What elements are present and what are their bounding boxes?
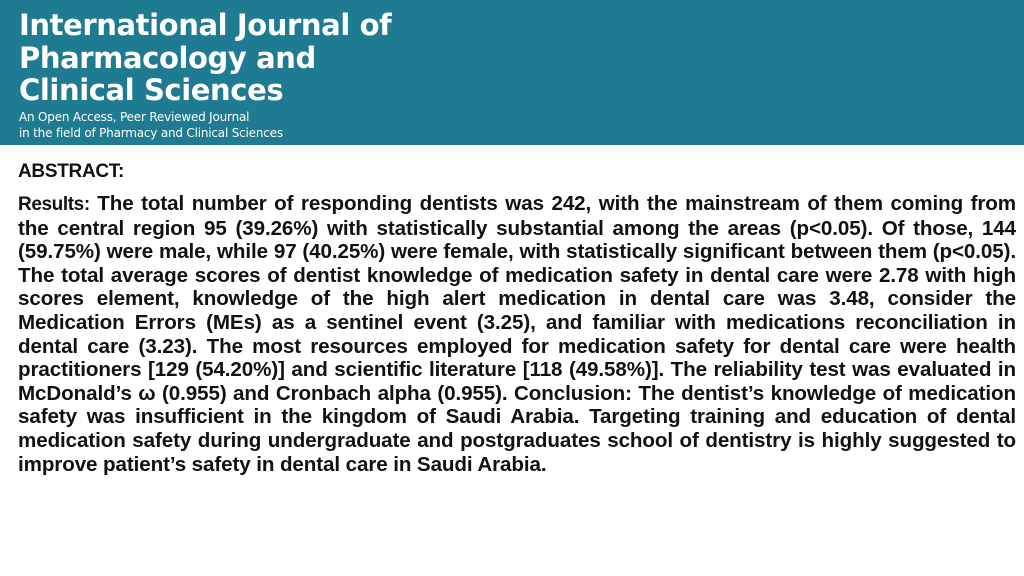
journal-title-line: Pharmacology and <box>19 40 316 75</box>
conclusion-text: The dentist’s knowledge of medication safety was insufficient in the kingdom of Saudi Arabia. Targeting training and education of dental medication safety during undergraduate and postgraduates school of dentistry is highly suggested to improve patient’s safety in dental care in Saudi Arabia. <box>18 381 1016 476</box>
results-label: Results: <box>18 194 90 215</box>
abstract-body <box>18 192 1016 476</box>
results-text: The total number of responding dentists was 242, with the mainstream of them coming from the central region 95 (39.26%) with statistically substantial among the areas (p<0.05). Of those, 144 (59.75%) were male, while 97 (40.25%) were female, with statistically significant between them (p<0.05). The total average scores of dentist knowledge of medication safety in dental care were 2.78 with high scores element, knowledge of the high alert medication in dental care was 3.48, consider the Medication Errors (MEs) as a sentinel event (3.25), and familiar with medications reconciliation in dental care (3.23). The most resources employed for medication safety for dental care were health practitioners [129 (54.20%)] and scientific literature [118 (49.58%)]. The reliability test was evaluated in McDonald’s ω (0.955) and Cronbach alpha (0.955). <box>18 192 1016 405</box>
abstract-section <box>18 160 1016 476</box>
journal-title <box>19 9 1024 107</box>
journal-subtitle <box>19 109 1024 141</box>
journal-title-line: International Journal of <box>19 8 392 42</box>
abstract-heading: ABSTRACT: <box>18 161 125 182</box>
journal-subtitle-line: An Open Access, Peer Reviewed Journal <box>19 109 250 124</box>
journal-subtitle-line: in the field of Pharmacy and Clinical Sciences <box>19 125 283 140</box>
journal-banner <box>0 0 1024 145</box>
conclusion-label: Conclusion: <box>513 381 632 405</box>
journal-title-line: Clinical Sciences <box>19 73 284 107</box>
